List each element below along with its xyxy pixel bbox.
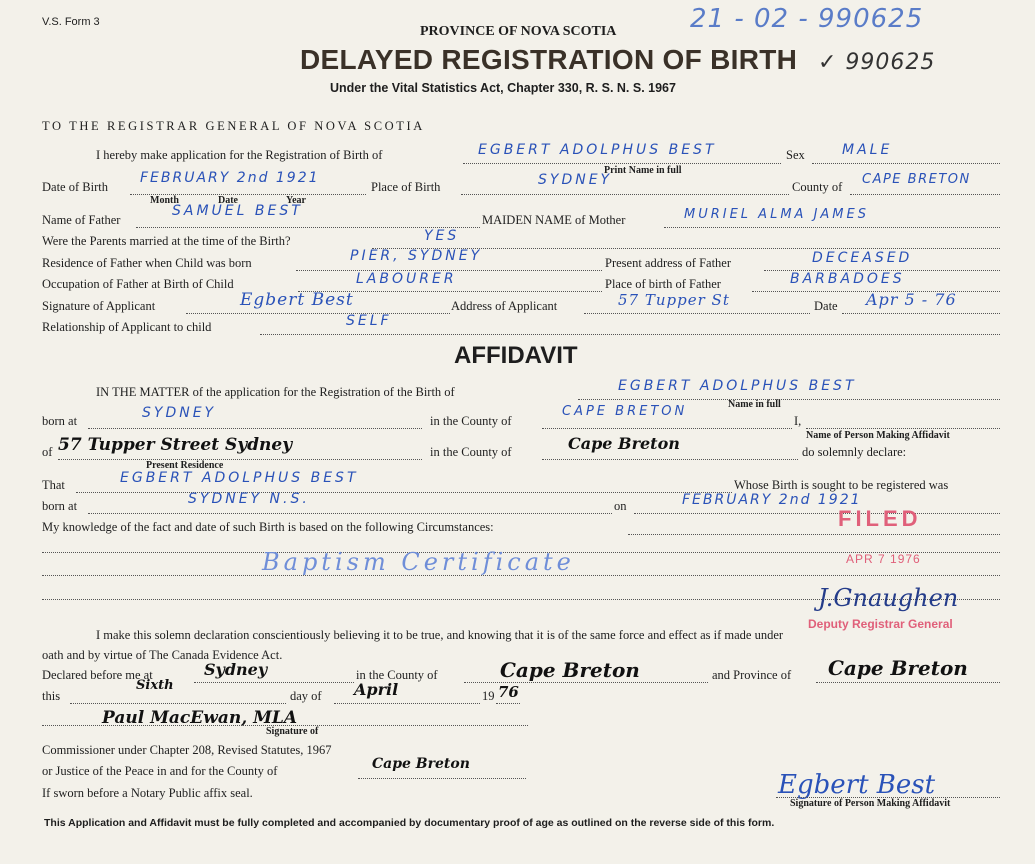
pob-father-value: BARBADOES [790, 271, 905, 287]
justice-line [358, 778, 526, 779]
sex-label: Sex [786, 148, 805, 162]
married-value: YES [424, 228, 460, 244]
this-label: this [42, 689, 61, 703]
declared-value: Sydney [204, 660, 268, 679]
date-label: Date [814, 299, 838, 313]
month-hint: Month [150, 195, 179, 206]
sig-affiant-hint: Signature of Person Making Affidavit [790, 798, 951, 809]
place-label: Place of Birth [371, 180, 441, 194]
province-heading: PROVINCE OF NOVA SCOTIA [420, 24, 617, 39]
solemn-text-2: oath and by virtue of The Canada Evidence Act. [42, 648, 283, 662]
dob-label: Date of Birth [42, 180, 108, 194]
declared-line [194, 682, 354, 683]
year-prefix: 19 [482, 689, 495, 703]
matter-line [578, 399, 1000, 400]
born-at-line [88, 428, 422, 429]
day-value: Sixth [136, 678, 174, 693]
that-value: EGBERT ADOLPHUS BEST [120, 470, 359, 486]
in-county-value: CAPE BRETON [562, 404, 688, 419]
present-addr-value: DECEASED [812, 250, 913, 266]
affiant-signature: Egbert Best [778, 770, 936, 800]
relationship-line [260, 334, 1000, 335]
county-line [850, 194, 1000, 195]
year-line [496, 703, 520, 704]
affidavit-name: EGBERT ADOLPHUS BEST [618, 378, 857, 394]
name-line [463, 163, 781, 164]
present-addr-label: Present address of Father [605, 256, 732, 270]
print-name-hint: Print Name in full [604, 165, 682, 176]
year-value: 76 [498, 683, 519, 701]
declare-label: do solemnly declare: [802, 445, 907, 459]
dob-value: FEBRUARY 2nd 1921 [140, 170, 320, 186]
in-county2-line [542, 459, 798, 460]
act-subtitle: Under the Vital Statistics Act, Chapter 330, R. S. N. S. 1967 [330, 81, 676, 95]
father-value: SAMUEL BEST [172, 203, 303, 219]
sex-value: MALE [842, 142, 893, 158]
county-label: County of [792, 180, 843, 194]
notary-label: If sworn before a Notary Public affix seal. [42, 786, 253, 800]
child-name: EGBERT ADOLPHUS BEST [478, 142, 717, 158]
registrar-role-stamp: Deputy Registrar General [808, 617, 953, 631]
father-label: Name of Father [42, 213, 121, 227]
in-county2-value: Cape Breton [568, 434, 680, 453]
born-at2-label: born at [42, 499, 78, 513]
present-res-hint: Present Residence [146, 460, 224, 471]
date-line [842, 313, 1000, 314]
declared-label: Declared before me at [42, 668, 153, 682]
name-full-hint: Name in full [728, 399, 781, 410]
filed-date-stamp: APR 7 1976 [846, 552, 921, 566]
on-label: on [614, 499, 627, 513]
knowledge-line [628, 534, 1000, 535]
knowledge-label: My knowledge of the fact and date of such Birth is based on the following Circumstances: [42, 520, 494, 534]
matter-label: IN THE MATTER of the application for the Registration of the Birth of [96, 385, 455, 399]
i-label: I, [794, 414, 802, 428]
place-value: SYDNEY [538, 172, 613, 188]
commissioner-label: Commissioner under Chapter 208, Revised Statutes, 1967 [42, 743, 332, 757]
whose-label: Whose Birth is sought to be registered was [734, 478, 949, 492]
sex-line [812, 163, 1000, 164]
registration-number: 21 - 02 - 990625 [690, 4, 924, 34]
in-county-line [542, 428, 792, 429]
footer-note: This Application and Affidavit must be fully completed and accompanied by documentary proof of age as outlined on the reverse side of this form. [44, 817, 775, 829]
that-label: That [42, 478, 65, 492]
relationship-value: SELF [346, 313, 392, 329]
in-county3-value: Cape Breton [500, 658, 640, 682]
in-county3-label: in the County of [356, 668, 438, 682]
sig-applicant-value: Egbert Best [240, 290, 354, 310]
registrar-address: TO THE REGISTRAR GENERAL OF NOVA SCOTIA [42, 119, 425, 133]
solemn-text-1: I make this solemn declaration conscientiously believing it to be true, and knowing that it is of the same force and effect as if made under [96, 628, 784, 642]
married-label: Were the Parents married at the time of the Birth? [42, 234, 291, 248]
on-line [634, 513, 1000, 514]
signature-of-hint: Signature of [266, 726, 319, 737]
res-father-value: PIER, SYDNEY [350, 248, 483, 264]
pob-father-label: Place of birth of Father [605, 277, 721, 291]
province-line [816, 682, 1000, 683]
occupation-label: Occupation of Father at Birth of Child [42, 277, 234, 291]
county-value: CAPE BRETON [862, 172, 971, 187]
month-line [334, 703, 480, 704]
residence-value: 57 Tupper Street Sydney [58, 435, 293, 455]
justice-label: or Justice of the Peace in and for the County of [42, 764, 278, 778]
res-father-label: Residence of Father when Child was born [42, 256, 252, 270]
i-line [806, 428, 1000, 429]
date-hint: Date [218, 195, 238, 206]
mother-value: MURIEL ALMA JAMES [684, 207, 869, 222]
this-line [70, 703, 286, 704]
province-label: and Province of [712, 668, 792, 682]
born-at-value: SYDNEY [142, 405, 217, 421]
that-line [76, 492, 732, 493]
occupation-value: LABOURER [356, 271, 457, 287]
person-hint: Name of Person Making Affidavit [806, 430, 950, 441]
year-hint: Year [286, 195, 306, 206]
registrar-signature: J.Gnaughen [818, 584, 959, 612]
province-value: Cape Breton [828, 656, 968, 680]
born-at2-value: SYDNEY N.S. [188, 491, 310, 507]
born-at-label: born at [42, 414, 78, 428]
place-line [461, 194, 789, 195]
born-at2-line [88, 513, 612, 514]
mother-line [664, 227, 1000, 228]
of-line [58, 459, 422, 460]
form-number: V.S. Form 3 [42, 16, 100, 28]
month-value: April [354, 680, 399, 699]
addr-applicant-value: 57 Tupper St [618, 291, 730, 309]
filed-stamp: FILED [838, 506, 922, 531]
sig-applicant-label: Signature of Applicant [42, 299, 156, 313]
registration-check: ✓ 990625 [818, 50, 936, 75]
relationship-label: Relationship of Applicant to child [42, 320, 212, 334]
born-on-value: FEBRUARY 2nd 1921 [682, 492, 862, 508]
apply-label: I hereby make application for the Registration of Birth of [96, 148, 383, 162]
date-value: Apr 5 - 76 [866, 290, 957, 309]
day-of-label: day of [290, 689, 322, 703]
commissioner-signature: Paul MacEwan, MLA [102, 708, 298, 728]
sig-applicant-line [186, 313, 450, 314]
justice-value: Cape Breton [372, 756, 470, 772]
in-county-label: in the County of [430, 414, 512, 428]
addr-applicant-line [584, 313, 810, 314]
circumstances-value: Baptism Certificate [262, 548, 575, 576]
of-label: of [42, 445, 53, 459]
addr-applicant-label: Address of Applicant [451, 299, 558, 313]
form-title: DELAYED REGISTRATION OF BIRTH [300, 44, 798, 75]
mother-label: MAIDEN NAME of Mother [482, 213, 626, 227]
in-county2-label: in the County of [430, 445, 512, 459]
affidavit-heading: AFFIDAVIT [454, 342, 578, 369]
